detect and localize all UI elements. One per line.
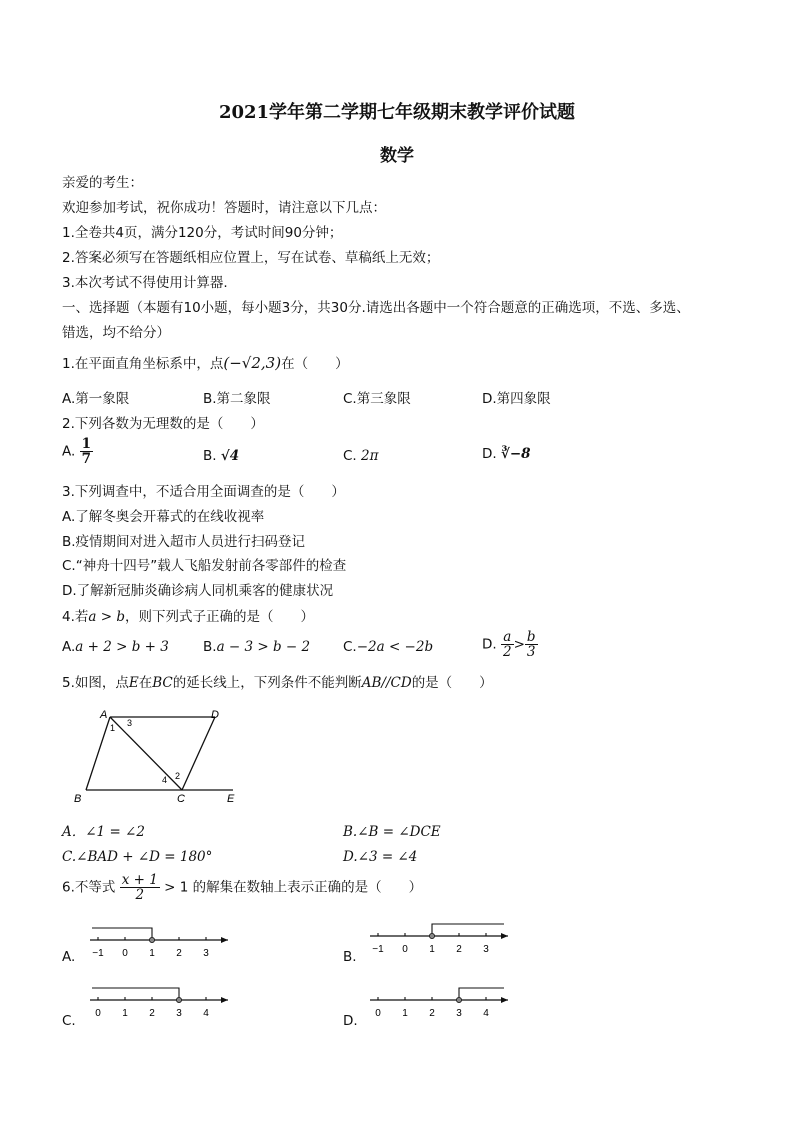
- tick-label: 1: [149, 948, 155, 959]
- q4-b-label: B.: [203, 639, 217, 655]
- endpoint-marker: [429, 933, 434, 938]
- axis-arrow-icon: [221, 937, 228, 943]
- q3-option-d: D.了解新冠肺炎确诊病人同机乘客的健康状况: [62, 583, 334, 599]
- tick-label: 3: [203, 948, 209, 959]
- q3-option-a: A.了解冬奥会开幕式的在线收视率: [62, 509, 265, 525]
- q2-b-expr: √4: [220, 448, 240, 464]
- q6-numberline-b: [368, 916, 508, 958]
- endpoint-marker: [176, 997, 181, 1002]
- label-d: D: [211, 709, 219, 721]
- q4-d-label: D.: [482, 636, 497, 653]
- section-heading: 一、选择题（本题有10小题，每小题3分，共30分.请选出各题中一个符合题意的正确选项，不选、多选、: [62, 300, 690, 316]
- tick-label: 2: [149, 1008, 155, 1019]
- q4-d-den1: 2: [502, 644, 512, 660]
- q4-d-num1: a: [501, 630, 514, 645]
- q6-stem-post: > 1 的解集在数轴上表示正确的是（ ）: [164, 879, 423, 896]
- tick-label: 4: [203, 1008, 209, 1019]
- q1-stem-post: 在（ ）: [281, 356, 349, 372]
- q4-option-c: [343, 638, 433, 656]
- q4-condition: a > b: [88, 609, 125, 625]
- segment-ac: [110, 717, 182, 790]
- q2-c-label: C.: [343, 448, 357, 464]
- tick-label: −1: [372, 944, 384, 955]
- q6-option-b-label: B.: [343, 949, 357, 965]
- q5-option-c: C.∠BAD + ∠D = 180°: [62, 849, 213, 865]
- greeting: 亲爱的考生：: [62, 175, 143, 191]
- q6-numberline-d: [368, 980, 508, 1022]
- label-b: B: [74, 793, 82, 805]
- tick-label: 1: [429, 944, 435, 955]
- q5-option-b: B.∠B = ∠DCE: [343, 824, 441, 840]
- endpoint-marker: [456, 997, 461, 1002]
- q5-stem-mid1: 在: [138, 675, 153, 691]
- solution-ray: [92, 988, 179, 1000]
- q4-c-expr: −2a < −2b: [356, 639, 434, 655]
- tick-label: 0: [402, 944, 408, 955]
- q2-a-denominator: 7: [81, 451, 91, 467]
- q5-stem-post: 的是（ ）: [411, 675, 493, 691]
- tick-label: 3: [456, 1008, 462, 1019]
- axis-arrow-icon: [501, 933, 508, 939]
- q2-a-fraction: [80, 437, 93, 466]
- q5-point-e: E: [128, 675, 139, 691]
- q1-stem-pre: 1.在平面直角坐标系中，点: [62, 356, 224, 372]
- q3-option-c: C.“神舟十四号”载人飞船发射前各零部件的检查: [62, 558, 347, 574]
- q1-point: (−√2,3): [223, 354, 282, 372]
- tick-label: 0: [375, 1008, 381, 1019]
- q4-d-rel: >: [513, 636, 525, 653]
- q4-b-expr: a − 3 > b − 2: [216, 639, 311, 655]
- segment-ab: [86, 717, 110, 790]
- q2-c-expr: 2π: [361, 448, 379, 464]
- solution-ray: [92, 928, 152, 940]
- q4-d-frac2: [525, 630, 538, 659]
- question-2-stem: 2.下列各数为无理数的是（ ）: [62, 416, 264, 432]
- q6-option-c-label: C.: [62, 1013, 76, 1029]
- label-angle-3: 3: [127, 718, 133, 728]
- q6-numberline-a: [88, 920, 228, 962]
- q4-option-b: [203, 638, 310, 656]
- q6-frac-den: 2: [135, 887, 145, 903]
- question-5-stem: [62, 674, 493, 692]
- tick-label: 2: [429, 1008, 435, 1019]
- label-angle-4: 4: [162, 775, 168, 785]
- tick-label: 1: [402, 1008, 408, 1019]
- q5-option-a: A．∠1 = ∠2: [62, 824, 145, 840]
- question-6-stem: [62, 873, 422, 902]
- q4-a-expr: a + 2 > b + 3: [75, 639, 169, 655]
- note-1: 1.全卷共4页，满分120分，考试时间90分钟；: [62, 225, 343, 241]
- q1-option-c: C.第三象限: [343, 391, 411, 407]
- tick-label: −1: [92, 948, 104, 959]
- q4-c-label: C.: [343, 639, 357, 655]
- label-angle-2: 2: [175, 771, 181, 781]
- question-3-stem: 3.下列调查中，不适合用全面调查的是（ ）: [62, 484, 345, 500]
- q4-option-a: [62, 638, 169, 656]
- note-2: 2.答案必须写在答题纸相应位置上，写在试卷、草稿纸上无效；: [62, 250, 440, 266]
- q2-d-expr: ∛−8: [500, 446, 531, 462]
- q2-option-c: [343, 447, 378, 465]
- exam-subject: 数学: [380, 146, 414, 166]
- axis-arrow-icon: [501, 997, 508, 1003]
- solution-ray: [432, 924, 504, 936]
- q4-a-label: A.: [62, 639, 76, 655]
- q4-d-num2: b: [526, 629, 536, 645]
- question-4-stem: [62, 608, 314, 626]
- q5-segment: BC: [152, 675, 173, 691]
- q2-a-numerator: 1: [81, 436, 91, 452]
- tick-label: 3: [176, 1008, 182, 1019]
- q5-parallel: AB//CD: [361, 675, 412, 691]
- q6-option-d-label: D.: [343, 1013, 358, 1029]
- label-a: A: [100, 709, 108, 721]
- welcome-text: 欢迎参加考试，祝你成功！答题时，请注意以下几点：: [62, 200, 386, 216]
- q6-stem-pre: 6.不等式: [62, 879, 116, 896]
- solution-ray: [459, 988, 504, 1000]
- label-c: C: [177, 793, 185, 805]
- tick-label: 0: [95, 1008, 101, 1019]
- q6-numberline-c: [88, 980, 228, 1022]
- q2-option-d: [482, 445, 531, 463]
- note-3: 3.本次考试不得使用计算器.: [62, 275, 228, 291]
- tick-label: 2: [176, 948, 182, 959]
- endpoint-marker: [149, 937, 154, 942]
- tick-label: 4: [483, 1008, 489, 1019]
- segment-cd: [182, 717, 215, 790]
- q4-d-frac1: [501, 630, 514, 659]
- q5-geometry-figure: [70, 705, 250, 810]
- q6-fraction: [120, 873, 160, 902]
- q2-d-label: D.: [482, 446, 497, 462]
- q6-option-a-label: A.: [62, 949, 76, 965]
- q2-a-label: A.: [62, 443, 76, 460]
- q5-option-d: D.∠3 = ∠4: [343, 849, 418, 865]
- q1-option-b: B.第二象限: [203, 391, 271, 407]
- q4-stem-post: ，则下列式子正确的是（ ）: [124, 609, 314, 625]
- label-e: E: [227, 793, 235, 805]
- q3-option-b: B.疫情期间对进入超市人员进行扫码登记: [62, 534, 306, 550]
- q1-option-d: D.第四象限: [482, 391, 551, 407]
- q2-b-label: B.: [203, 448, 217, 464]
- q4-d-den2: 3: [526, 644, 536, 660]
- tick-label: 0: [122, 948, 128, 959]
- q2-option-b: [203, 447, 239, 465]
- tick-label: 2: [456, 944, 462, 955]
- label-angle-1: 1: [110, 723, 116, 733]
- section-heading-cont: 错选，均不给分）: [62, 325, 170, 341]
- q6-frac-num: x + 1: [121, 872, 158, 888]
- tick-label: 1: [122, 1008, 128, 1019]
- q2-option-a: [62, 437, 93, 466]
- q1-option-a: A.第一象限: [62, 391, 130, 407]
- question-1-stem: [62, 354, 349, 373]
- tick-label: 3: [483, 944, 489, 955]
- exam-title: 2021学年第二学期七年级期末教学评价试题: [218, 102, 576, 123]
- q4-stem-pre: 4.若: [62, 609, 89, 625]
- q4-option-d: [482, 630, 538, 659]
- q5-stem-mid2: 的延长线上，下列条件不能判断: [172, 675, 362, 691]
- axis-arrow-icon: [221, 997, 228, 1003]
- q5-stem-pre: 5.如图，点: [62, 675, 129, 691]
